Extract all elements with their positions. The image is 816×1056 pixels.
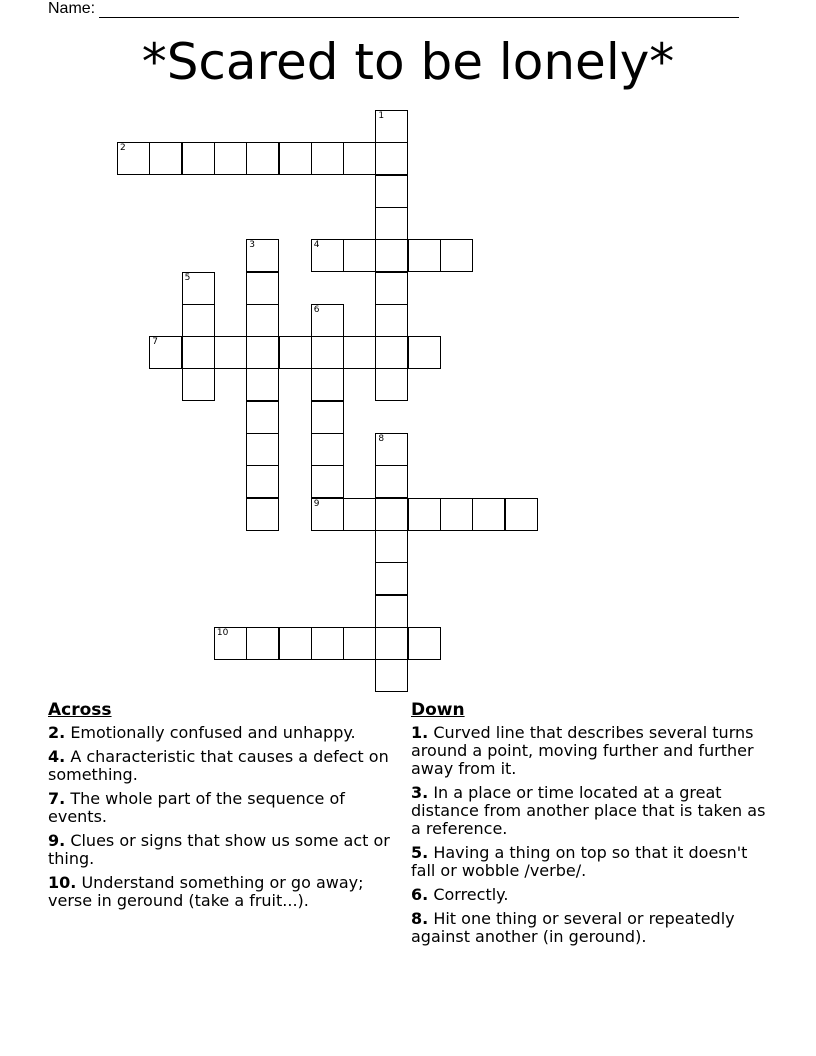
clue-number: 5. bbox=[411, 843, 429, 862]
grid-cell[interactable] bbox=[343, 336, 376, 369]
grid-cell[interactable] bbox=[375, 368, 408, 401]
clue-number: 9. bbox=[48, 831, 66, 850]
down-clue bbox=[411, 724, 776, 778]
across-clues bbox=[48, 700, 398, 916]
clue-number: 3. bbox=[411, 783, 429, 802]
down-clue bbox=[411, 784, 776, 838]
grid-cell[interactable] bbox=[311, 465, 344, 498]
grid-cell[interactable] bbox=[311, 142, 344, 175]
grid-cell[interactable] bbox=[375, 627, 408, 660]
clue-text: Curved line that describes several turns around a point, moving further and further away from it. bbox=[411, 723, 754, 778]
clue-text: Having a thing on top so that it doesn't fall or wobble /verbe/. bbox=[411, 843, 748, 880]
cell-number: 8 bbox=[378, 434, 385, 444]
clue-number: 10. bbox=[48, 873, 77, 892]
grid-cell[interactable] bbox=[182, 272, 215, 305]
grid-cell[interactable] bbox=[311, 627, 344, 660]
grid-cell[interactable] bbox=[375, 272, 408, 305]
grid-cell[interactable] bbox=[246, 498, 279, 531]
grid-cell[interactable] bbox=[182, 368, 215, 401]
cell-number: 7 bbox=[152, 337, 159, 348]
clue-text: The whole part of the sequence of events. bbox=[48, 789, 345, 826]
grid-cell[interactable] bbox=[246, 627, 279, 660]
clue-text: Clues or signs that show us some act or thing. bbox=[48, 831, 390, 868]
grid-cell[interactable] bbox=[246, 239, 279, 272]
cell-number: 1 bbox=[378, 111, 385, 121]
down-clues bbox=[411, 700, 776, 952]
grid-cell[interactable] bbox=[375, 465, 408, 498]
grid-cell[interactable] bbox=[279, 336, 312, 369]
clue-text: Emotionally confused and unhappy. bbox=[70, 723, 356, 742]
down-clue bbox=[411, 910, 776, 946]
down-clue bbox=[411, 886, 776, 904]
grid-cell[interactable] bbox=[246, 368, 279, 401]
grid-cell[interactable] bbox=[311, 401, 344, 434]
grid-cell[interactable] bbox=[343, 142, 376, 175]
cell-number: 3 bbox=[249, 240, 255, 251]
grid-cell[interactable] bbox=[375, 142, 408, 175]
grid-cell[interactable] bbox=[117, 142, 150, 175]
grid-cell[interactable] bbox=[311, 498, 344, 531]
grid-cell[interactable] bbox=[246, 142, 279, 175]
grid-cell[interactable] bbox=[375, 239, 408, 272]
grid-cell[interactable] bbox=[343, 627, 376, 660]
clue-number: 8. bbox=[411, 909, 429, 928]
clue-number: 2. bbox=[48, 723, 66, 742]
grid-cell[interactable] bbox=[246, 433, 279, 466]
clue-text: Correctly. bbox=[433, 885, 509, 904]
across-clue bbox=[48, 724, 398, 742]
grid-cell[interactable] bbox=[408, 627, 441, 660]
clue-text: Understand something or go away; verse in geround (take a fruit...). bbox=[48, 873, 364, 910]
clue-number: 7. bbox=[48, 789, 66, 808]
down-clue bbox=[411, 844, 776, 880]
grid-cell[interactable] bbox=[375, 562, 408, 595]
grid-cell[interactable] bbox=[311, 433, 344, 466]
grid-cell[interactable] bbox=[440, 498, 473, 531]
grid-cell[interactable] bbox=[375, 433, 408, 466]
grid-cell[interactable] bbox=[182, 304, 215, 337]
cell-number: 9 bbox=[313, 498, 320, 509]
grid-cell[interactable] bbox=[408, 239, 441, 272]
grid-cell[interactable] bbox=[408, 498, 441, 531]
grid-cell[interactable] bbox=[311, 304, 344, 337]
across-clue bbox=[48, 832, 398, 868]
grid-cell[interactable] bbox=[279, 627, 312, 660]
grid-cell[interactable] bbox=[246, 401, 279, 434]
clue-text: In a place or time located at a great distance from another place that is taken as a reference. bbox=[411, 783, 766, 838]
across-clue bbox=[48, 748, 398, 784]
grid-cell[interactable] bbox=[246, 465, 279, 498]
across-heading: Across bbox=[48, 700, 112, 720]
grid-cell[interactable] bbox=[182, 336, 215, 369]
clue-number: 4. bbox=[48, 747, 66, 766]
cell-number: 2 bbox=[120, 143, 126, 154]
grid-cell[interactable] bbox=[375, 595, 408, 628]
grid-cell[interactable] bbox=[375, 304, 408, 337]
grid-cell[interactable] bbox=[408, 336, 441, 369]
grid-cell[interactable] bbox=[343, 498, 376, 531]
cell-number: 4 bbox=[313, 240, 320, 251]
grid-cell[interactable] bbox=[375, 175, 408, 208]
grid-cell[interactable] bbox=[246, 304, 279, 337]
grid-cell[interactable] bbox=[505, 498, 538, 531]
grid-cell[interactable] bbox=[182, 142, 215, 175]
grid-cell[interactable] bbox=[343, 239, 376, 272]
grid-cell[interactable] bbox=[375, 498, 408, 531]
grid-cell[interactable] bbox=[214, 336, 247, 369]
grid-cell[interactable] bbox=[311, 239, 344, 272]
clue-text: A characteristic that causes a defect on something. bbox=[48, 747, 389, 784]
grid-cell[interactable] bbox=[440, 239, 473, 272]
across-clue bbox=[48, 874, 398, 910]
grid-cell[interactable] bbox=[246, 272, 279, 305]
grid-cell[interactable] bbox=[311, 368, 344, 401]
grid-cell[interactable] bbox=[375, 110, 408, 143]
clue-text: Hit one thing or several or repeatedly against another (in geround). bbox=[411, 909, 735, 946]
grid-cell[interactable] bbox=[149, 142, 182, 175]
grid-cell[interactable] bbox=[375, 207, 408, 240]
cell-number: 6 bbox=[313, 304, 320, 315]
across-clue bbox=[48, 790, 398, 826]
name-label: Name: bbox=[48, 0, 96, 17]
grid-cell[interactable] bbox=[246, 336, 279, 369]
grid-cell[interactable] bbox=[375, 530, 408, 563]
puzzle-title: *Scared to be lonely* bbox=[141, 33, 675, 91]
clue-number: 1. bbox=[411, 723, 429, 742]
grid-cell[interactable] bbox=[375, 336, 408, 369]
cell-number: 5 bbox=[184, 272, 191, 283]
grid-cell[interactable] bbox=[214, 142, 247, 175]
grid-cell[interactable] bbox=[149, 336, 182, 369]
grid-cell[interactable] bbox=[472, 498, 505, 531]
grid-cell[interactable] bbox=[311, 336, 344, 369]
clue-number: 6. bbox=[411, 885, 429, 904]
cell-number: 10 bbox=[216, 627, 229, 638]
grid-cell[interactable] bbox=[279, 142, 312, 175]
down-heading: Down bbox=[411, 700, 465, 720]
grid-cell[interactable] bbox=[214, 627, 247, 660]
grid-cell[interactable] bbox=[375, 659, 408, 692]
